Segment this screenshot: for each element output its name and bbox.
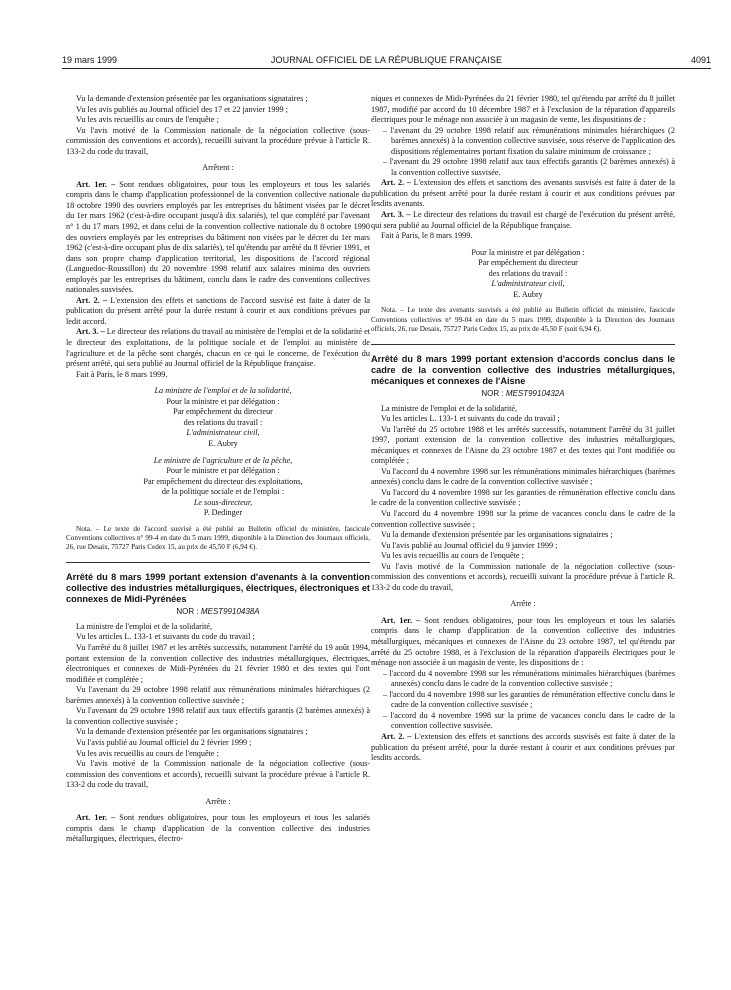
header-page-number: 4091 — [690, 55, 711, 65]
signatory-line: Pour la ministre et par délégation : — [166, 396, 280, 406]
paragraph: Vu les avis recueillis au cours de l'enquête ; — [76, 748, 219, 758]
paragraph: Vu l'avenant du 29 octobre 1998 relatif aux rémunérations minimales hiérarchiques (2 barèmes annexés) à la convention collective susvisée ; — [66, 685, 370, 705]
signatory-name: P. Dedinger — [203, 508, 243, 518]
paragraph: Vu l'arrêté du 8 juillet 1987 et les arrêtés successifs, notamment l'arrêté du 19 août 1994, portant extension de la convention collective des industries métallurgiques, électriques, électroniques et connexes de Midi-Pyrénées du 21 février 1980 et des textes qui l'ont modifiée et complétée ; — [66, 643, 370, 684]
list-item: – l'avenant du 29 octobre 1998 relatif aux taux effectifs garantis (2 barèmes annexés) à la convention collective susvisée. — [383, 157, 675, 177]
article-2 — [66, 296, 370, 328]
article-3 — [371, 210, 675, 231]
page-header — [62, 55, 711, 69]
arretent-heading: Arrêtent : — [202, 163, 234, 173]
article-text: Sont rendues obligatoires, pour tous les employeurs et tous les salariés compris dans le champ d'application professionnel de la convention collective nationale du 18 octobre 1990 des ouvriers employés par les entreprises du bâtiment visées par le décret du 1er mars 1962 (c'est-à-dire occupant jusqu'à dix salariés), tel que complété par l'avenant n° 1 du 17 mars 1992, et dans celui de la convention collective nationale du 8 octobre 1990 des ouvriers employés par les entreprises du bâtiment non visées par le décret du 1er mars 1962 (c'est-à-dire occupant plus de dix salariés), tel qu'étendu par arrêté du 8 février 1991, et dans son propre champ d'application territorial, les dispositions de l'accord régional (Languedoc-Roussillon) du 20 novembre 1998 relatif aux salaires minima des ouvriers employés par les entreprises du bâtiment, conclu dans le cadre des conventions collectives nationales susvisées. — [66, 179, 370, 295]
paragraph: Vu l'accord du 4 novembre 1998 sur la prime de vacances conclu dans le cadre de la convention collective susvisée ; — [371, 509, 675, 529]
signatory-role: Le sous-directeur, — [193, 497, 253, 507]
nor-reference: NOR : MEST9910432A — [481, 389, 565, 398]
header-date: 19 mars 1999 — [62, 55, 118, 65]
article-text: L'extension des effets et sanctions des accords susvisés est faite à dater de la publication du présent arrêté, pour la durée restant à courir et aux conditions prévues par lesdits accords. — [371, 731, 676, 763]
article-2 — [371, 178, 675, 210]
paragraph: Vu l'accord du 4 novembre 1998 sur les garanties de rémunération effective conclu dans le cadre de la convention collective susvisée ; — [371, 487, 675, 508]
paragraph: Vu l'avis motivé de la Commission nationale de la négociation collective (sous-commission des conventions et accords), recueilli suivant la procédure prévue à l'article R. 133-2 du code du travail, — [66, 125, 370, 156]
paragraph: Vu les avis recueillis au cours de l'enquête ; — [76, 115, 219, 125]
article-label: Art. 1er. – — [76, 813, 116, 823]
decree-title: Arrêté du 8 mars 1999 portant extension d'accords conclus dans le cadre de la convention collective des industries métallurgiques, mécaniques et connexes de l'Aisne — [371, 354, 675, 386]
header-rule — [62, 68, 711, 69]
right-column — [371, 94, 675, 764]
article-text: Sont rendues obligatoires, pour tous les employeurs et tous les salariés compris dans le champ d'application de la convention collective des industries métallurgiques, mécaniques et connexes de l'Aisne du 23 octobre 1987, tel qu'étendu par arrêté du 25 octobre 1988, et à l'exclusion de la réparation d'appareils électriques pour le ménage non associée à un magasin de vente, les dispositions de : — [371, 615, 675, 668]
article-text: Le directeur des relations du travail est chargé de l'exécution du présent arrêté, qui sera publié au Journal officiel de la République française. — [371, 210, 675, 230]
paragraph: Vu les articles L. 133-1 et suivants du code du travail ; — [381, 414, 560, 424]
paragraph: Vu l'avis publié au Journal officiel du 9 janvier 1999 ; — [381, 540, 558, 550]
article-label: Art. 3. – — [76, 327, 105, 337]
paragraph: Vu l'avis publié au Journal officiel du 2 février 1999 ; — [76, 737, 252, 747]
list-item: – l'accord du 4 novembre 1998 sur la prime de vacances conclu dans le cadre de la convention collective susvisée. — [383, 710, 675, 731]
paragraph: Vu l'accord du 4 novembre 1998 sur les rémunérations minimales hiérarchiques (barèmes annexés) conclu dans le cadre de la convention collective susvisée ; — [371, 466, 675, 487]
paragraph: Vu l'avis motivé de la Commission nationale de la négociation collective (sous-commission des conventions et accords), recueilli suivant la procédure prévue à l'article R. 133-2 du code du travail, — [371, 561, 675, 592]
signatory-line: Pour le ministre et par délégation : — [166, 466, 280, 476]
signatory-role: L'administrateur civil, — [491, 279, 565, 289]
signed-place-date: Fait à Paris, le 8 mars 1999. — [381, 231, 473, 241]
signatory-title: Le ministre de l'agriculture et de la pêche, — [153, 455, 293, 465]
article-label: Art. 1er. – — [76, 179, 116, 189]
arrete-heading: Arrête : — [510, 599, 536, 609]
paragraph: Vu les articles L. 133-1 et suivants du code du travail ; — [76, 632, 255, 642]
signatory-title: La ministre de l'emploi et de la solidarité, — [154, 386, 292, 396]
paragraph: Vu les avis recueillis au cours de l'enquête ; — [381, 551, 524, 561]
paragraph: La ministre de l'emploi et de la solidarité, — [76, 621, 213, 631]
nota-note: Nota. – Le texte de l'accord susvisé a été publié au Bulletin officiel du ministère, fascicule Conventions collectives n° 99-4 en date du 5 mars 1999, disponible à la Direction des Journaux officiels, 26, rue Desaix, 75727 Paris Cedex 15, au prix de 45,50 F (6,94 €). — [66, 524, 370, 552]
nor-reference: NOR : MEST9910438A — [176, 607, 260, 617]
article-label: Art. 2. – — [381, 731, 412, 741]
signatory-line: des relations du travail : — [488, 268, 568, 278]
article-2 — [371, 732, 675, 764]
signatory-line: des relations du travail : — [183, 417, 263, 427]
signatory-line: Par empêchement du directeur — [173, 407, 273, 417]
article-text: Sont rendues obligatoires, pour tous les employeurs et tous les salariés compris dans le champ d'application de la convention collective des industries métallurgiques, électriques, électro- — [66, 813, 370, 844]
article-label: Art. 2. – — [381, 178, 411, 188]
signatory-name: E. Aubry — [208, 438, 238, 448]
signatory-role: L'administrateur civil, — [186, 428, 260, 438]
paragraph: Vu les avis publiés au Journal officiel des 17 et 22 janvier 1999 ; — [76, 104, 288, 114]
paragraph: niques et connexes de Midi-Pyrénées du 21 février 1980, tel qu'étendu par arrêté du 8 juillet 1987, modifié par accord du 10 décembre 1987 et à l'exclusion de la réparation d'appareils électriques pour le ménage non associée à un magasin de vente, les dispositions de : — [371, 94, 675, 125]
article-1 — [66, 813, 370, 845]
paragraph: Vu l'arrêté du 25 octobre 1988 et les arrêtés successifs, notamment l'arrêté du 31 juillet 1997, portant extension de la convention collective des industries métallurgiques, mécaniques et connexes de l'Aisne du 23 octobre 1987 et des textes qui l'ont modifiée ou complétée ; — [371, 424, 675, 466]
signatory-line: Pour la ministre et par délégation : — [471, 247, 585, 257]
article-label: Art. 1er. – — [381, 615, 421, 625]
list-item: – l'accord du 4 novembre 1998 sur les rémunérations minimales hiérarchiques (barèmes annexés) conclu dans le cadre de la convention collective susvisée ; — [383, 668, 675, 689]
arrete-heading: Arrête : — [205, 796, 231, 806]
list-item: – l'accord du 4 novembre 1998 sur les garanties de rémunération effective conclu dans le cadre de la convention collective susvisée ; — [383, 689, 675, 710]
article-text: Le directeur des relations du travail au ministère de l'emploi et de la solidarité et le directeur des exploitations, de la politique sociale et de l'emploi au ministère de l'agriculture et de la pêche sont chargés, chacun en ce qui le concerne, de l'exécution du présent arrêté, qui sera publié au Journal officiel de la République française. — [66, 327, 371, 369]
signatory-line: Par empêchement du directeur — [478, 258, 578, 268]
article-label: Art. 3. – — [381, 210, 411, 220]
paragraph: Vu la demande d'extension présentée par les organisations signataires ; — [381, 530, 613, 540]
signatory-name: E. Aubry — [513, 289, 543, 299]
paragraph: Vu la demande d'extension présentée par les organisations signataires ; — [76, 727, 308, 737]
article-1 — [66, 180, 370, 296]
signed-place-date: Fait à Paris, le 8 mars 1999. — [76, 369, 168, 379]
signatory-line: de la politique sociale et de l'emploi : — [161, 487, 285, 497]
nota-note: Nota. – Le texte des avenants susvisés a été publié au Bulletin officiel du ministère, fascicule Conventions collectives n° 99-04 en date du 5 mars 1999, disponible à la Direction des Journaux officiels, 26, rue Desaix, 75727 Paris Cedex 15, au prix de 45,50 F (soit 6,94 €). — [371, 306, 675, 333]
paragraph: Vu l'avenant du 29 octobre 1998 relatif aux taux effectifs garantis (2 barèmes annexés) à la convention collective susvisée ; — [66, 706, 370, 726]
section-separator — [371, 344, 675, 345]
paragraph: Vu l'avis motivé de la Commission nationale de la négociation collective (sous-commission des conventions et accords), recueilli suivant la procédure prévue à l'article R. 133-2 du code du travail, — [66, 759, 370, 790]
signatory-line: Par empêchement du directeur des exploitations, — [143, 476, 303, 486]
article-1 — [371, 616, 675, 669]
paragraph: La ministre de l'emploi et de la solidarité, — [381, 403, 518, 413]
article-text: L'extension des effets et sanctions de l'accord susvisé est faite à dater de la publication du présent arrêté pour la durée restant à courir et aux conditions prévues par ledit accord. — [66, 295, 371, 326]
list-item: – l'avenant du 29 octobre 1998 relatif aux rémunérations minimales hiérarchiques (2 barèmes annexés) à la convention collective susvisée, sous réserve de l'application des dispositions réglementaires portant fixation du salaire minimum de croissance ; — [383, 125, 675, 156]
header-journal-title: JOURNAL OFFICIEL DE LA RÉPUBLIQUE FRANÇAISE — [270, 55, 503, 65]
section-separator — [66, 562, 370, 563]
paragraph: Vu la demande d'extension présentée par les organisations signataires ; — [76, 94, 308, 103]
left-column — [66, 94, 370, 845]
decree-title: Arrêté du 8 mars 1999 portant extension d'avenants à la convention collective des industries métallurgiques, électriques, électroniques et connexes de Midi-Pyrénées — [66, 572, 370, 605]
article-3 — [66, 327, 370, 369]
article-label: Art. 2. – — [76, 295, 108, 305]
article-text: L'extension des effets et sanctions des avenants susvisés est faite à dater de la publication du présent arrêté pour la durée restant à courir et aux conditions prévues par lesdits avenants. — [371, 178, 676, 209]
